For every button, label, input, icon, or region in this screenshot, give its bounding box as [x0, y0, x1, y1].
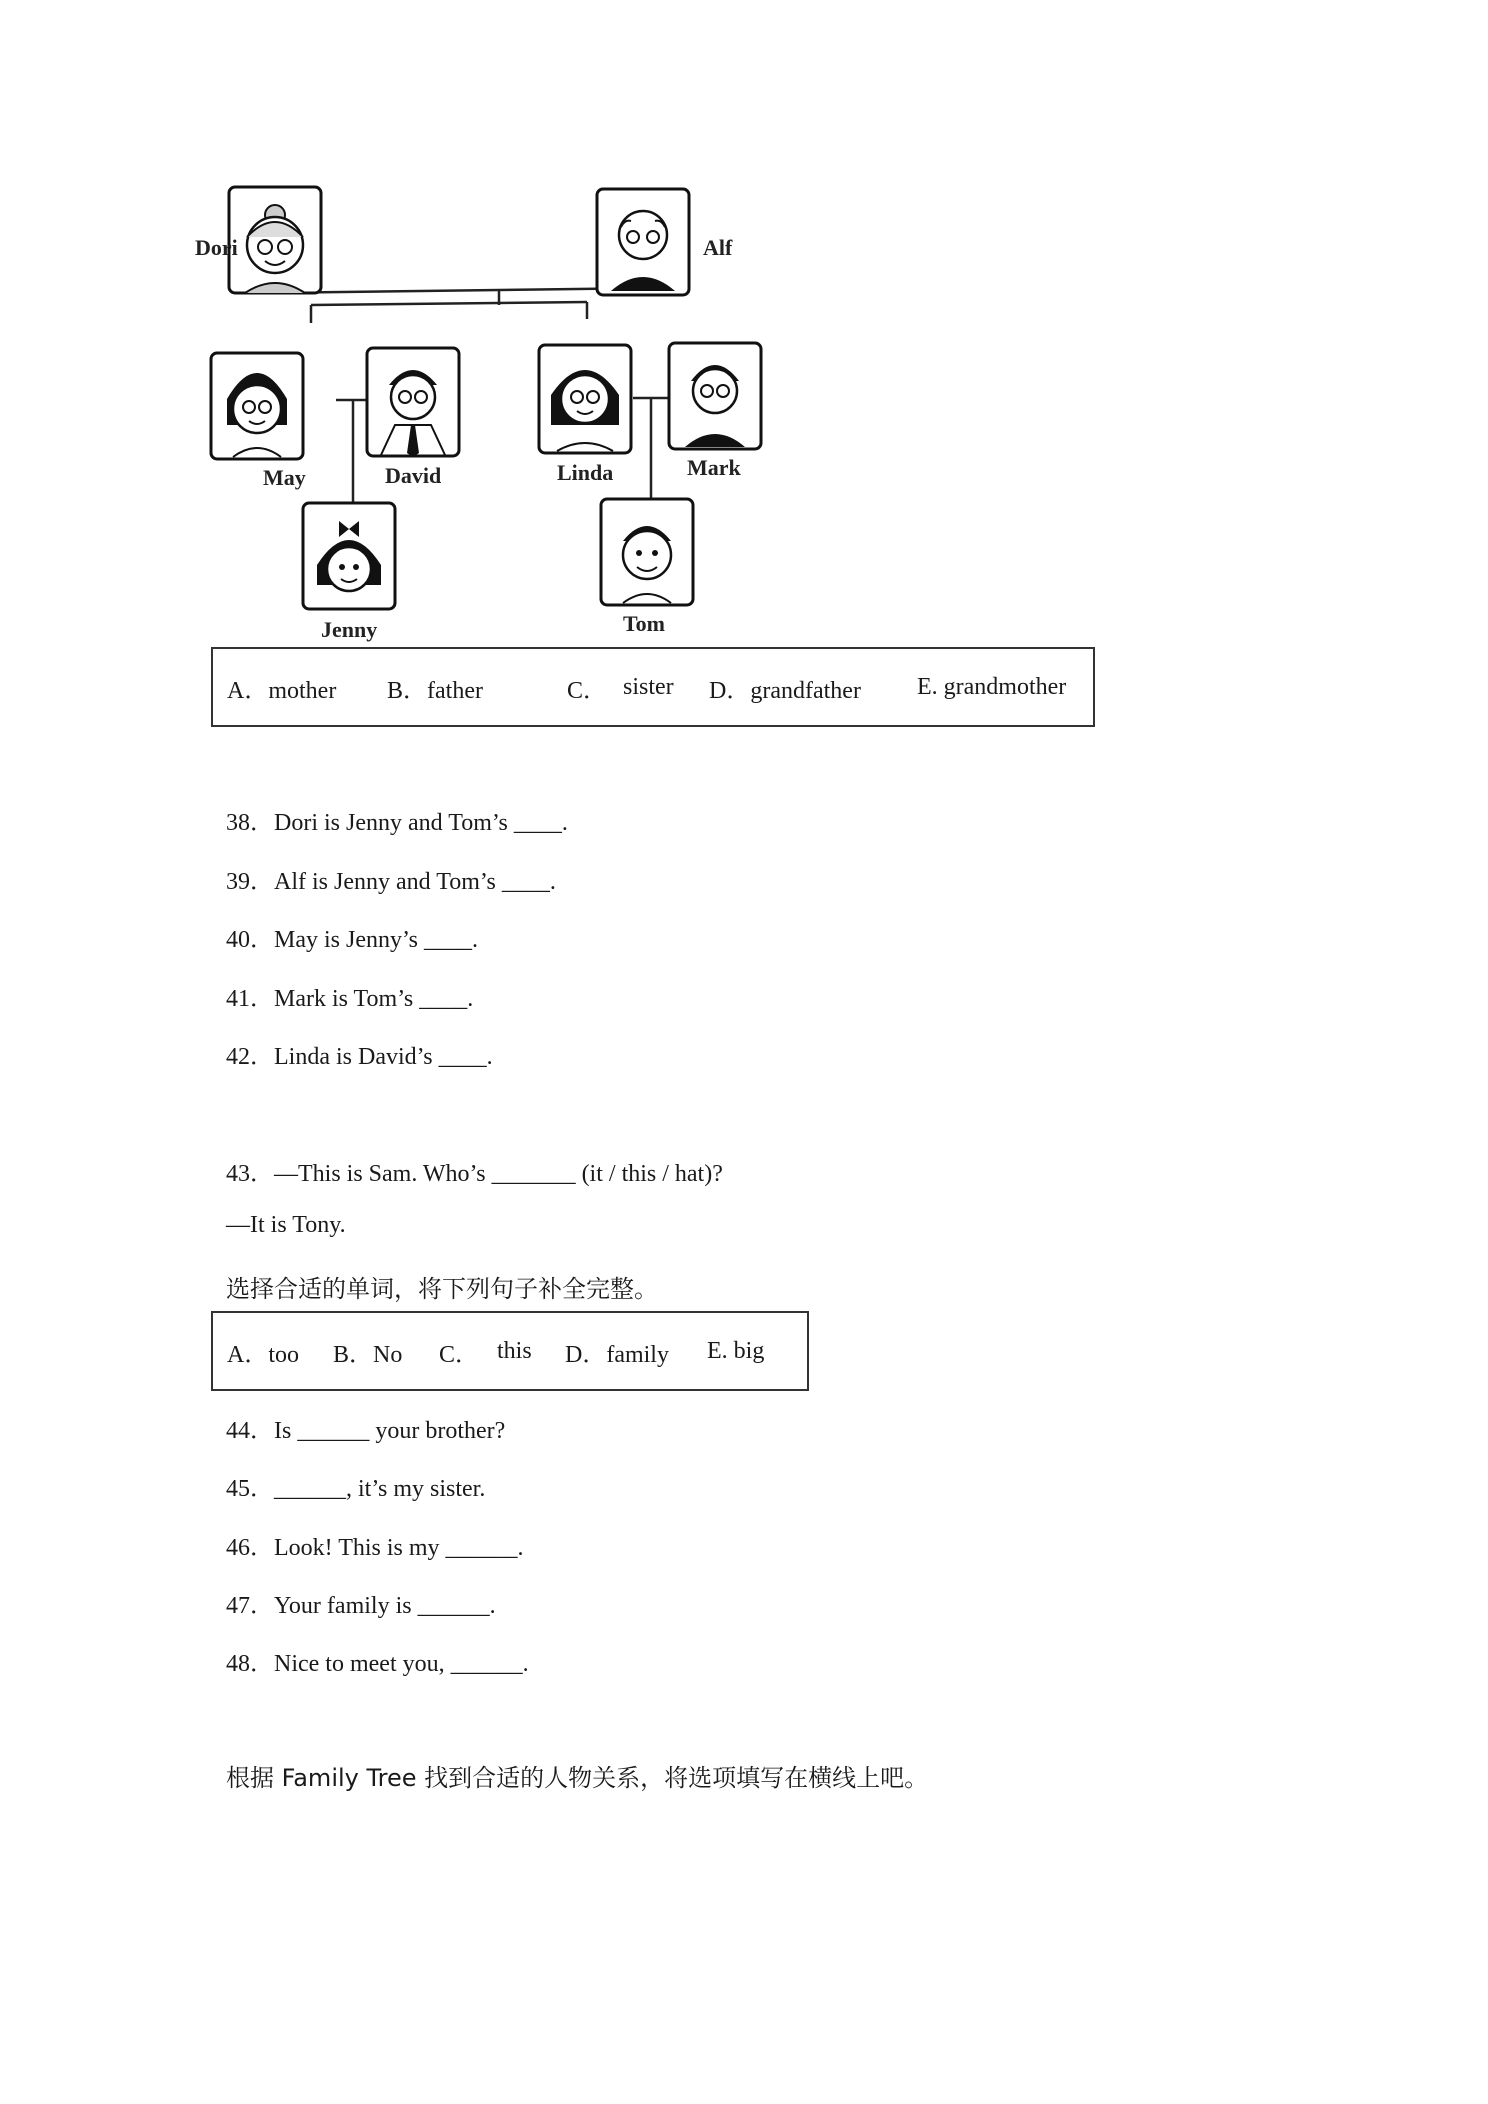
option-a-mother: A．mother: [227, 677, 337, 704]
option-b-father: B．father: [387, 677, 483, 704]
person-linda: [539, 345, 631, 453]
person-may: [211, 353, 303, 459]
tree-line: [311, 302, 587, 305]
question-41: 41．Mark is Tom’s ____.: [226, 986, 474, 1012]
question-40: 40．May is Jenny’s ____.: [226, 927, 478, 953]
question-45: 45．______, it’s my sister.: [226, 1476, 486, 1502]
person-tom: [601, 499, 693, 605]
option-c-sister: sister: [623, 673, 674, 700]
option-a-too: A．too: [227, 1341, 299, 1368]
label-linda: Linda: [557, 460, 614, 485]
person-mark: [669, 343, 761, 449]
person-jenny: [303, 503, 395, 609]
option-e-grandmother: E. grandmother: [917, 673, 1067, 700]
option-e-big: E. big: [707, 1337, 765, 1364]
question-38: 38．Dori is Jenny and Tom’s ____.: [226, 810, 568, 836]
question-42: 42．Linda is David’s ____.: [226, 1044, 493, 1070]
label-jenny: Jenny: [321, 617, 378, 642]
family-tree-figure: [195, 185, 785, 655]
options-box-relations: [211, 647, 1095, 727]
label-dori: Dori: [195, 235, 238, 260]
question-44: 44．Is ______ your brother?: [226, 1418, 506, 1444]
person-dori: [229, 187, 321, 293]
question-46: 46．Look! This is my ______.: [226, 1535, 524, 1561]
family-tree-diagram: [195, 185, 785, 655]
option-c-this: this: [497, 1337, 532, 1364]
option-c-label: C．: [567, 677, 608, 704]
label-may: May: [263, 465, 306, 490]
person-david: [367, 348, 459, 457]
question-39: 39．Alf is Jenny and Tom’s ____.: [226, 869, 556, 895]
label-alf: Alf: [703, 235, 733, 260]
person-alf: [597, 189, 689, 295]
option-c-label: C．: [439, 1341, 480, 1368]
option-b-no: B．No: [333, 1341, 403, 1368]
label-david: David: [385, 463, 442, 488]
question-47: 47．Your family is ______.: [226, 1593, 496, 1619]
question-48: 48．Nice to meet you, ______.: [226, 1651, 529, 1677]
label-tom: Tom: [623, 611, 665, 636]
option-d-family: D．family: [565, 1341, 669, 1368]
option-d-grandfather: D．grandfather: [709, 677, 861, 704]
instruction-choose-words: 选择合适的单词，将下列句子补全完整。: [226, 1275, 658, 1303]
label-mark: Mark: [687, 455, 741, 480]
question-43-answer: —It is Tony.: [226, 1212, 346, 1238]
question-43: 43．—This is Sam. Who’s _______ (it / this / hat)?: [226, 1161, 723, 1187]
instruction-family-tree: 根据 Family Tree 找到合适的人物关系，将选项填写在横线上吧。: [226, 1764, 929, 1792]
options-box-words: [211, 1311, 809, 1391]
